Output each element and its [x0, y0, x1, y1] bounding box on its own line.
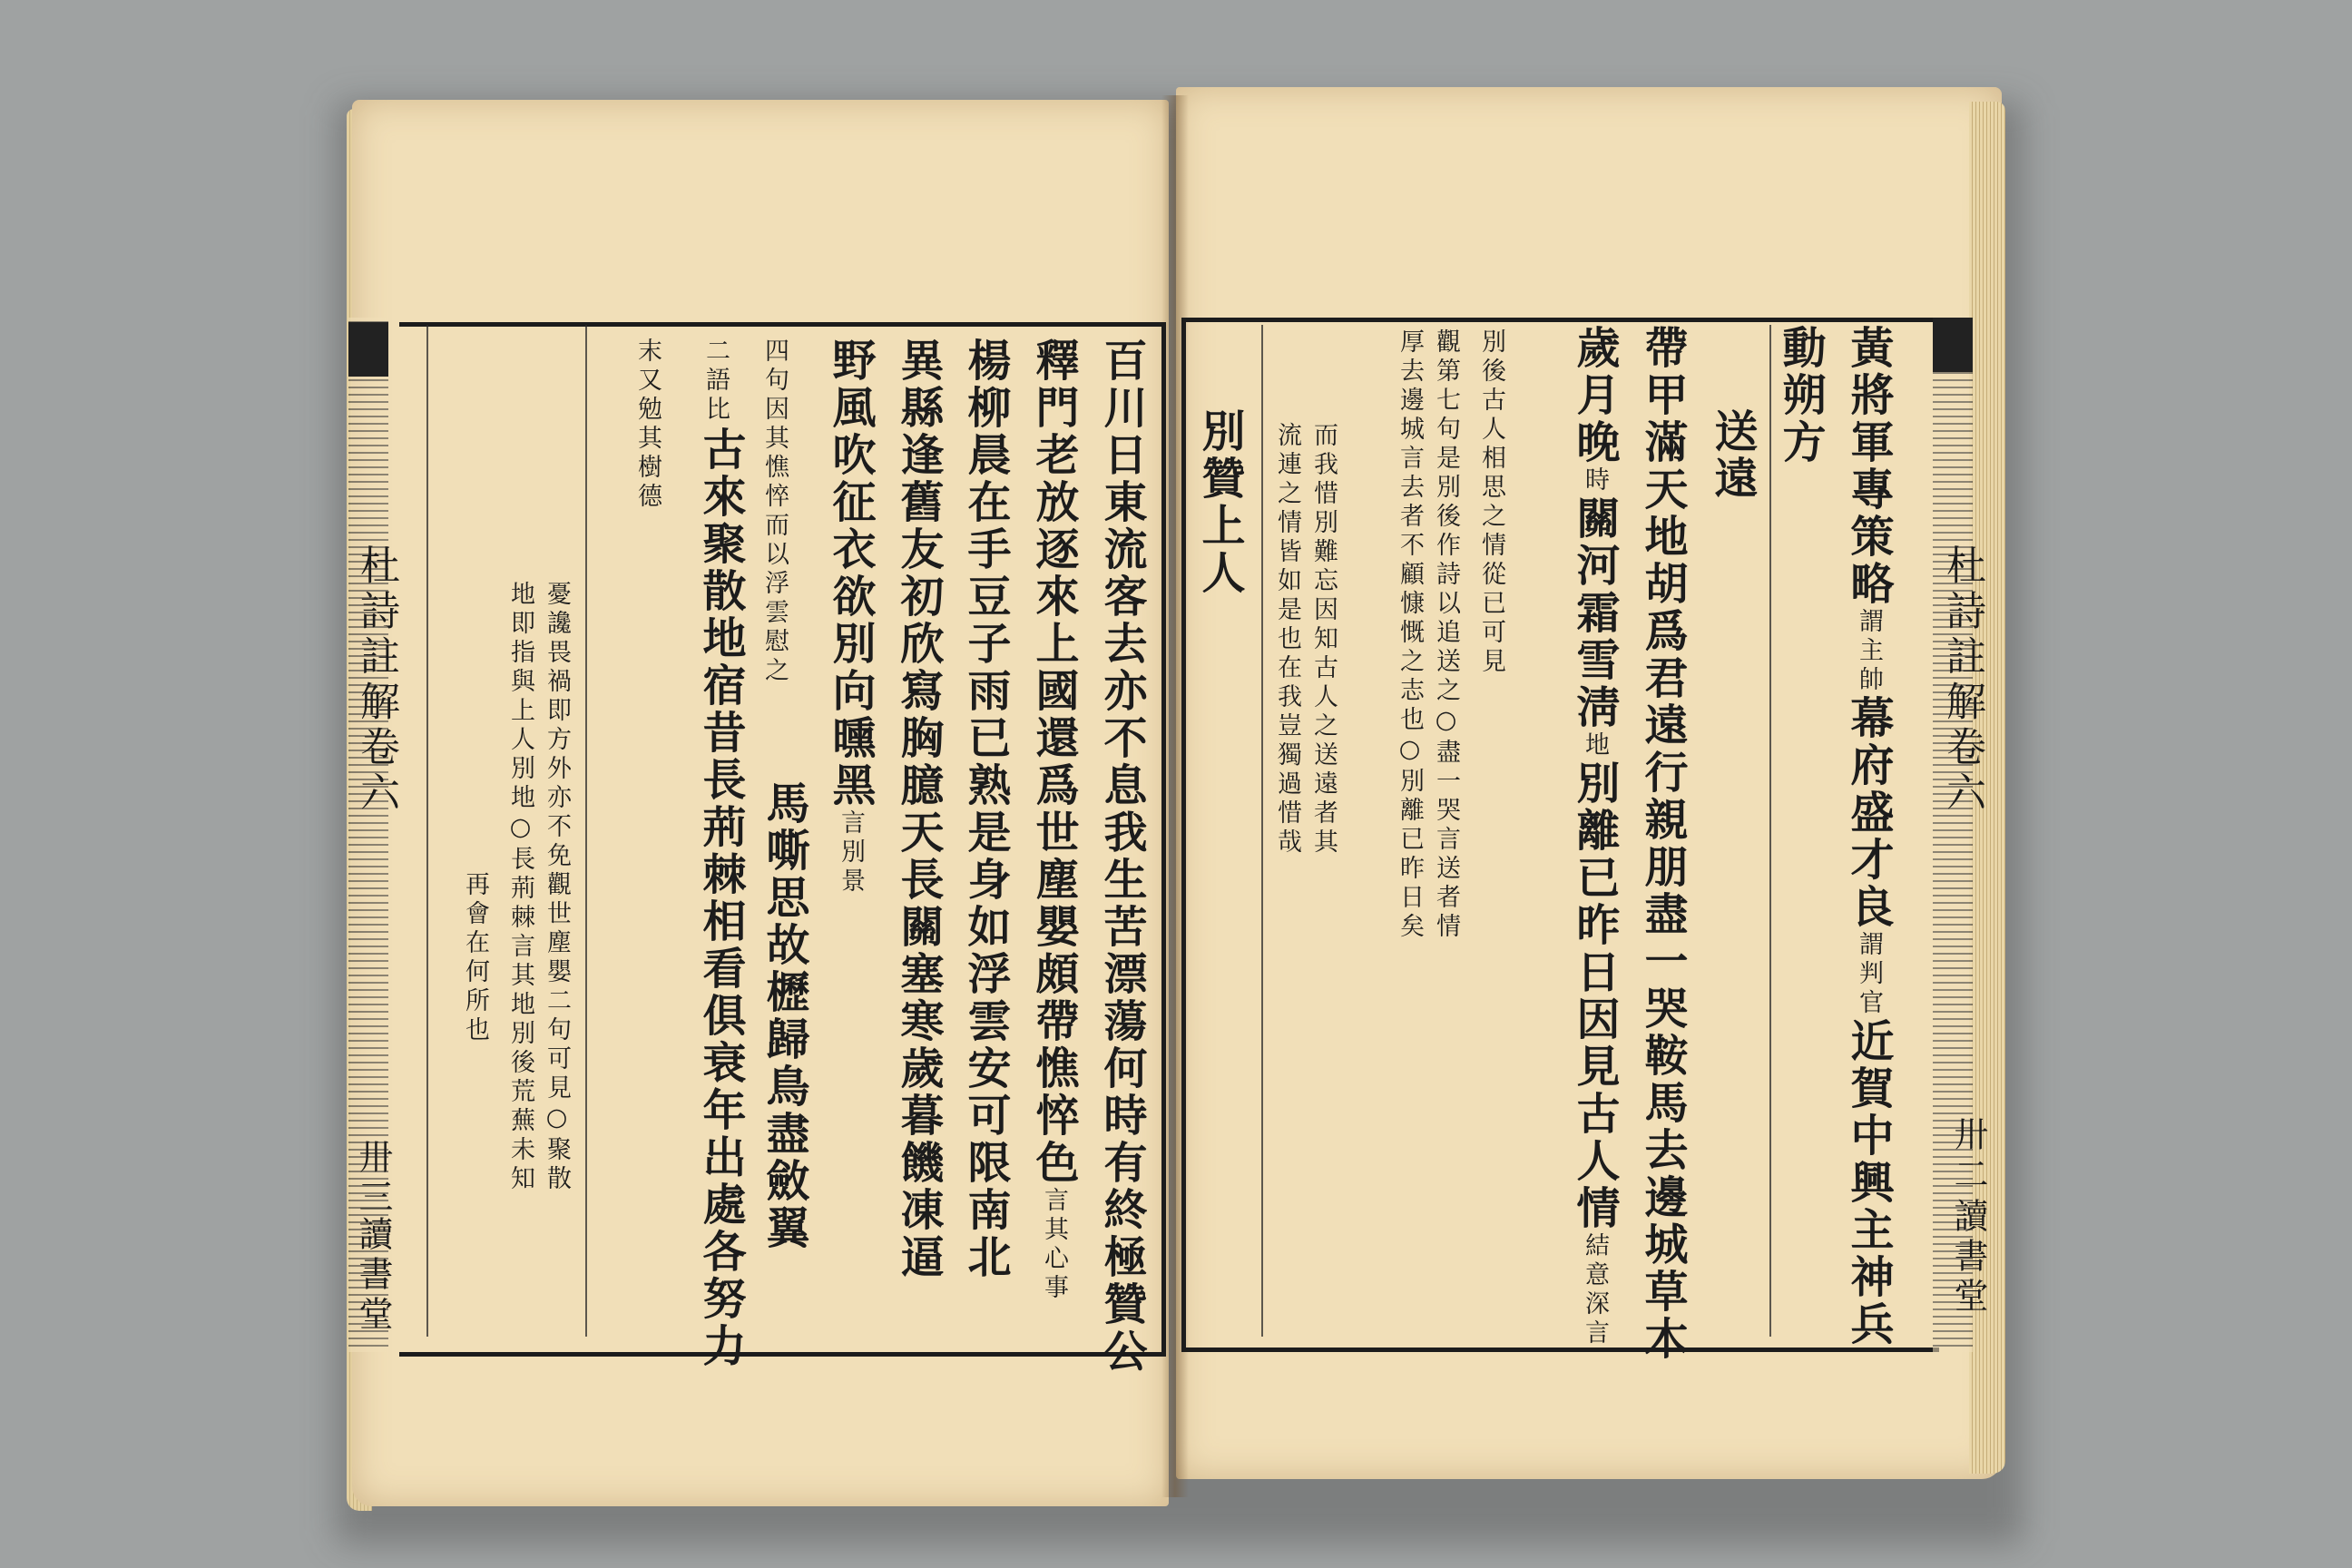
- right-column-3: [1707, 408, 1758, 503]
- column-main-text: 馬嘶思故櫪歸鳥盡斂翼: [759, 780, 809, 1252]
- right-column-10: [1275, 422, 1299, 858]
- left-column-3: [960, 338, 1011, 1281]
- column-annotation: 厚去邊城言去者不顧慷慨之志也○別離已昨日矣: [1396, 328, 1424, 942]
- column-annotation: 時: [1581, 466, 1609, 495]
- right-column-11: [1194, 408, 1245, 597]
- right-column-rule: [1769, 325, 1771, 1337]
- column-main-text: 帶甲滿天地胡爲君遠行親朋盡一哭鞍馬去邊城草木: [1637, 325, 1688, 1363]
- column-poem-title: 別贊上人: [1194, 408, 1245, 597]
- left-column-10: [508, 581, 533, 1194]
- right-column-7: [1434, 328, 1458, 942]
- left-banxin-folio: 卅三: [353, 1139, 393, 1219]
- column-annotation: 謂主帥: [1855, 608, 1883, 695]
- left-column-6: [762, 338, 787, 686]
- left-column-1: [1096, 338, 1147, 1376]
- left-column-8: [635, 338, 660, 512]
- column-main-text: 近賀中興主神兵: [1843, 1018, 1894, 1348]
- column-main-text: 動朔方: [1775, 325, 1826, 466]
- right-column-6: [1479, 328, 1504, 677]
- column-main-text: 百川日東流客去亦不息我生苦漂蕩何時有終極贊公: [1096, 338, 1147, 1376]
- column-main-text: 楊柳晨在手豆子雨已熟是身如浮雲安可限南北: [960, 338, 1011, 1281]
- column-main-text: 黃將軍專策略: [1843, 325, 1894, 608]
- column-annotation: 二語比: [701, 338, 730, 425]
- left-column-4: [893, 338, 944, 1281]
- right-banxin-publisher: 讀書堂: [1948, 1198, 1988, 1318]
- column-main-text: 歲月晚: [1569, 325, 1620, 466]
- column-annotation: 別後古人相思之情從已可見: [1477, 328, 1505, 677]
- column-annotation: 而我惜別難忘因知古人之送遠者其: [1309, 422, 1338, 858]
- right-column-1: [1775, 325, 1826, 466]
- left-column-rule: [585, 325, 587, 1337]
- column-main-text: 異縣逢舊友初欣寫胸臆天長關塞寒歲暮饑凍逼: [893, 338, 944, 1281]
- column-annotation: 末又勉其樹德: [633, 338, 662, 512]
- column-main-text: 野風吹征衣欲別向曛黑: [825, 338, 876, 809]
- right-column-rule: [1261, 325, 1263, 1337]
- column-main-text: 幕府盛才良: [1843, 695, 1894, 931]
- column-annotation: 地即指與上人別地○長荊棘言其地別後荒蕪未知: [506, 581, 534, 1194]
- left-column-5: [825, 338, 876, 897]
- column-main-text: 關河霜雪淸: [1569, 495, 1620, 731]
- left-column-7b: [695, 426, 746, 1370]
- right-banxin-folio: 卅二: [1948, 1116, 1988, 1196]
- column-annotation: 結意深言: [1581, 1232, 1609, 1348]
- column-main-text: 古來聚散地宿昔長荊棘相看俱衰年出處各努力: [695, 426, 746, 1370]
- left-fishtail-top: [348, 322, 388, 377]
- column-annotation: 再會在何所也: [461, 871, 489, 1045]
- right-banxin-title: 杜詩註解卷六: [1939, 544, 1985, 817]
- right-column-5: [1569, 325, 1620, 1348]
- left-column-2: [1028, 338, 1079, 1303]
- left-column-9: [544, 581, 569, 1194]
- right-column-9: [1311, 422, 1336, 858]
- column-annotation: 言別景: [837, 809, 865, 897]
- left-column-6b: [759, 780, 809, 1252]
- column-annotation: 四句因其憔悴而以浮雲慰之: [760, 338, 789, 686]
- column-heading: 送遠: [1707, 408, 1758, 503]
- column-annotation: 言其心事: [1040, 1187, 1068, 1303]
- left-column-7: [703, 338, 728, 425]
- column-annotation: 憂讒畏禍即方外亦不免觀世塵嬰二句可見○聚散: [543, 581, 571, 1194]
- right-column-8: [1397, 328, 1422, 942]
- column-main-text: 釋門老放逐來上國還爲世塵嬰頗帶憔悴色: [1028, 338, 1079, 1187]
- column-annotation: 觀第七句是別後作詩以追送之○盡一哭言送者情: [1432, 328, 1460, 942]
- right-column-2: [1843, 325, 1894, 1348]
- column-annotation: 地: [1581, 731, 1609, 760]
- left-column-11: [463, 871, 487, 1045]
- column-main-text: 別離已昨日因見古人情: [1569, 760, 1620, 1232]
- column-annotation: 謂判官: [1855, 931, 1883, 1018]
- left-banxin-publisher: 讀書堂: [353, 1216, 393, 1336]
- right-column-4: [1637, 325, 1688, 1363]
- right-banxin-margin: [1933, 318, 1973, 1352]
- left-banxin-title: 杜詩註解卷六: [353, 544, 399, 817]
- right-fishtail-top: [1933, 318, 1973, 372]
- left-column-rule: [426, 325, 428, 1337]
- column-annotation: 流連之情皆如是也在我豈獨過惜哉: [1273, 422, 1301, 858]
